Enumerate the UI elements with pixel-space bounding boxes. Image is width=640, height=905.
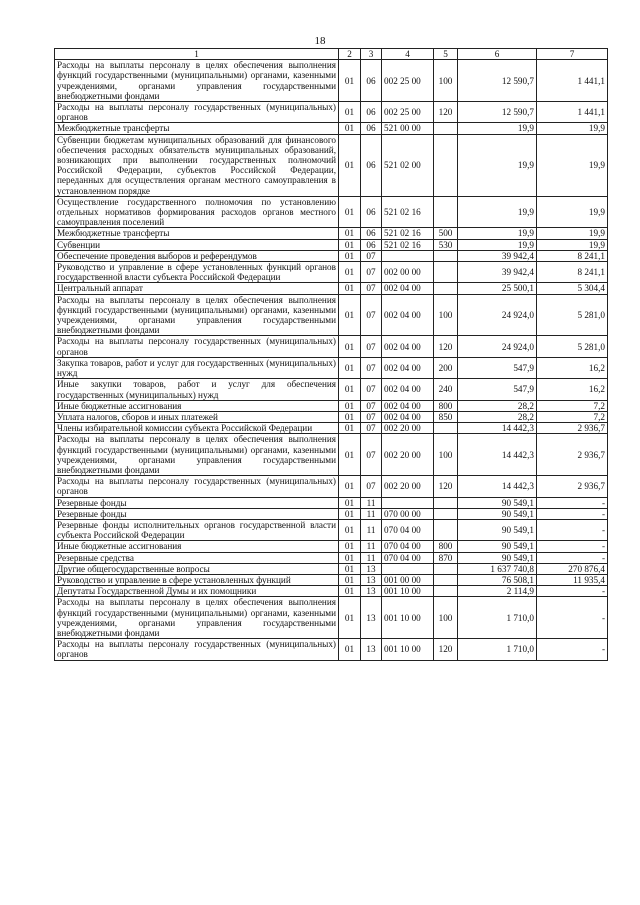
row-section-cell: 01 xyxy=(339,423,361,434)
row-section-cell: 01 xyxy=(339,639,361,660)
row-subsection-cell: 07 xyxy=(361,294,382,336)
row-amount-2-cell: - xyxy=(537,497,608,508)
row-subsection-cell: 13 xyxy=(361,574,382,585)
row-subsection-cell: 06 xyxy=(361,123,382,134)
row-subsection-cell: 07 xyxy=(361,411,382,422)
row-expense-type-cell: 800 xyxy=(434,400,458,411)
row-expense-type-cell xyxy=(434,196,458,228)
row-section-cell: 01 xyxy=(339,497,361,508)
row-amount-2-cell: 19,9 xyxy=(537,123,608,134)
table-row xyxy=(55,196,608,228)
row-subsection-cell: 13 xyxy=(361,639,382,660)
row-name-cell: Расходы на выплаты персоналу в целях обеспечения выполнения функций государственными (муниципальными) органами, казенными учреждениями, органами управления государственными внебюджетными фондами xyxy=(55,294,339,336)
row-amount-2-cell: - xyxy=(537,541,608,552)
row-expense-type-cell: 120 xyxy=(434,476,458,497)
table-row xyxy=(55,239,608,250)
row-section-cell: 01 xyxy=(339,228,361,239)
row-expense-type-cell: 100 xyxy=(434,60,458,102)
table-row xyxy=(55,283,608,294)
row-subsection-cell: 07 xyxy=(361,262,382,283)
row-name-cell: Уплата налогов, сборов и иных платежей xyxy=(55,411,339,422)
row-subsection-cell: 13 xyxy=(361,586,382,597)
row-subsection-cell: 07 xyxy=(361,379,382,400)
row-expense-type-cell: 200 xyxy=(434,357,458,378)
row-section-cell: 01 xyxy=(339,434,361,476)
table-row xyxy=(55,123,608,134)
row-amount-2-cell: 7,2 xyxy=(537,411,608,422)
row-subsection-cell: 06 xyxy=(361,60,382,102)
row-amount-1-cell: 14 442,3 xyxy=(458,434,537,476)
table-row xyxy=(55,434,608,476)
row-amount-2-cell: - xyxy=(537,519,608,540)
row-amount-1-cell: 547,9 xyxy=(458,379,537,400)
row-target-article-cell: 070 04 00 xyxy=(382,519,434,540)
row-amount-2-cell: 19,9 xyxy=(537,239,608,250)
row-subsection-cell: 11 xyxy=(361,508,382,519)
row-target-article-cell: 002 04 00 xyxy=(382,400,434,411)
row-name-cell: Расходы на выплаты персоналу в целях обеспечения выполнения функций государственными (муниципальными) органами, казенными учреждениями, органами управления государственными внебюджетными фондами xyxy=(55,60,339,102)
row-amount-1-cell: 1 710,0 xyxy=(458,597,537,639)
row-amount-2-cell: 2 936,7 xyxy=(537,476,608,497)
row-amount-2-cell: 16,2 xyxy=(537,379,608,400)
row-name-cell: Субвенции xyxy=(55,239,339,250)
row-subsection-cell: 06 xyxy=(361,134,382,196)
table-row xyxy=(55,250,608,261)
row-name-cell: Резервные фонды xyxy=(55,508,339,519)
row-amount-2-cell: 19,9 xyxy=(537,134,608,196)
row-target-article-cell: 521 02 16 xyxy=(382,228,434,239)
table-row xyxy=(55,574,608,585)
table-row xyxy=(55,508,608,519)
row-name-cell: Центральный аппарат xyxy=(55,283,339,294)
row-expense-type-cell: 870 xyxy=(434,552,458,563)
row-expense-type-cell: 240 xyxy=(434,379,458,400)
row-section-cell: 01 xyxy=(339,102,361,123)
row-target-article-cell: 521 02 16 xyxy=(382,239,434,250)
table-row xyxy=(55,411,608,422)
row-target-article-cell: 070 00 00 xyxy=(382,508,434,519)
row-target-article-cell: 002 04 00 xyxy=(382,379,434,400)
table-row xyxy=(55,294,608,336)
row-section-cell: 01 xyxy=(339,283,361,294)
row-amount-2-cell: 2 936,7 xyxy=(537,423,608,434)
row-target-article-cell: 001 00 00 xyxy=(382,574,434,585)
row-section-cell: 01 xyxy=(339,239,361,250)
row-name-cell: Другие общегосударственные вопросы xyxy=(55,563,339,574)
row-name-cell: Закупка товаров, работ и услуг для государственных (муниципальных) нужд xyxy=(55,357,339,378)
row-amount-2-cell: 5 304,4 xyxy=(537,283,608,294)
row-section-cell: 01 xyxy=(339,476,361,497)
table-header xyxy=(55,49,608,60)
row-section-cell: 01 xyxy=(339,294,361,336)
row-expense-type-cell: 100 xyxy=(434,434,458,476)
row-section-cell: 01 xyxy=(339,262,361,283)
table-row xyxy=(55,519,608,540)
row-expense-type-cell: 800 xyxy=(434,541,458,552)
row-name-cell: Резервные средства xyxy=(55,552,339,563)
row-section-cell: 01 xyxy=(339,508,361,519)
row-target-article-cell: 070 04 00 xyxy=(382,552,434,563)
row-amount-1-cell: 90 549,1 xyxy=(458,541,537,552)
row-section-cell: 01 xyxy=(339,357,361,378)
header-col-2: 2 xyxy=(339,49,361,60)
row-target-article-cell: 002 04 00 xyxy=(382,283,434,294)
row-section-cell: 01 xyxy=(339,60,361,102)
row-expense-type-cell xyxy=(434,134,458,196)
row-target-article-cell: 002 04 00 xyxy=(382,294,434,336)
row-name-cell: Резервные фонды xyxy=(55,497,339,508)
row-name-cell: Расходы на выплаты персоналу государственных (муниципальных) органов xyxy=(55,639,339,660)
row-expense-type-cell xyxy=(434,519,458,540)
row-expense-type-cell: 100 xyxy=(434,597,458,639)
row-expense-type-cell: 500 xyxy=(434,228,458,239)
row-amount-1-cell: 1 637 740,8 xyxy=(458,563,537,574)
row-section-cell: 01 xyxy=(339,597,361,639)
table-row xyxy=(55,597,608,639)
row-name-cell: Межбюджетные трансферты xyxy=(55,228,339,239)
row-amount-1-cell: 90 549,1 xyxy=(458,552,537,563)
row-target-article-cell: 002 04 00 xyxy=(382,336,434,357)
row-section-cell: 01 xyxy=(339,134,361,196)
row-amount-1-cell: 24 924,0 xyxy=(458,336,537,357)
header-row xyxy=(55,49,608,60)
header-col-7: 7 xyxy=(537,49,608,60)
row-subsection-cell: 07 xyxy=(361,400,382,411)
table-row xyxy=(55,228,608,239)
row-amount-1-cell: 19,9 xyxy=(458,123,537,134)
row-amount-1-cell: 90 549,1 xyxy=(458,519,537,540)
row-subsection-cell: 06 xyxy=(361,102,382,123)
row-amount-1-cell: 2 114,9 xyxy=(458,586,537,597)
row-amount-2-cell: - xyxy=(537,597,608,639)
row-amount-2-cell: 8 241,1 xyxy=(537,262,608,283)
row-name-cell: Субвенции бюджетам муниципальных образований для финансового обеспечения расходных обязательств муниципальных образований, возникающих при выполнении государственных полномочий Российской Федерации, субъектов Российской Федерации, переданных для осуществления органам местного самоуправления в установленном порядке xyxy=(55,134,339,196)
row-subsection-cell: 11 xyxy=(361,497,382,508)
row-amount-1-cell: 28,2 xyxy=(458,400,537,411)
table-row xyxy=(55,423,608,434)
row-name-cell: Члены избирательной комиссии субъекта Российской Федерации xyxy=(55,423,339,434)
row-subsection-cell: 11 xyxy=(361,519,382,540)
row-section-cell: 01 xyxy=(339,411,361,422)
row-amount-2-cell: 1 441,1 xyxy=(537,60,608,102)
row-expense-type-cell xyxy=(434,563,458,574)
row-amount-1-cell: 39 942,4 xyxy=(458,250,537,261)
row-target-article-cell: 001 10 00 xyxy=(382,639,434,660)
row-expense-type-cell xyxy=(434,262,458,283)
row-expense-type-cell: 120 xyxy=(434,102,458,123)
row-subsection-cell: 07 xyxy=(361,476,382,497)
table-row xyxy=(55,336,608,357)
row-target-article-cell: 002 20 00 xyxy=(382,434,434,476)
row-name-cell: Осуществление государственного полномочия по установлению отдельных нормативов формирования расходов органов местного самоуправления поселений xyxy=(55,196,339,228)
row-name-cell: Руководство и управление в сфере установленных функций xyxy=(55,574,339,585)
table-row xyxy=(55,552,608,563)
table-row xyxy=(55,541,608,552)
table-row xyxy=(55,262,608,283)
header-col-4: 4 xyxy=(382,49,434,60)
row-expense-type-cell: 120 xyxy=(434,336,458,357)
page-number: 18 xyxy=(314,35,326,47)
row-amount-2-cell: 7,2 xyxy=(537,400,608,411)
row-amount-1-cell: 19,9 xyxy=(458,196,537,228)
row-amount-2-cell: 270 876,4 xyxy=(537,563,608,574)
row-subsection-cell: 11 xyxy=(361,541,382,552)
row-subsection-cell: 07 xyxy=(361,423,382,434)
row-target-article-cell: 521 02 00 xyxy=(382,134,434,196)
table-body xyxy=(55,60,608,660)
row-expense-type-cell xyxy=(434,283,458,294)
row-amount-1-cell: 19,9 xyxy=(458,228,537,239)
row-subsection-cell: 13 xyxy=(361,597,382,639)
row-section-cell: 01 xyxy=(339,552,361,563)
row-expense-type-cell xyxy=(434,123,458,134)
row-target-article-cell: 002 20 00 xyxy=(382,423,434,434)
row-name-cell: Руководство и управление в сфере установленных функций органов государственной власти субъекта Российской Федерации xyxy=(55,262,339,283)
row-amount-1-cell: 19,9 xyxy=(458,239,537,250)
row-subsection-cell: 11 xyxy=(361,552,382,563)
table-row xyxy=(55,102,608,123)
row-subsection-cell: 06 xyxy=(361,196,382,228)
row-target-article-cell: 002 25 00 xyxy=(382,102,434,123)
row-section-cell: 01 xyxy=(339,379,361,400)
row-expense-type-cell: 100 xyxy=(434,294,458,336)
row-amount-1-cell: 90 549,1 xyxy=(458,497,537,508)
table-row xyxy=(55,134,608,196)
row-subsection-cell: 07 xyxy=(361,283,382,294)
row-amount-2-cell: 19,9 xyxy=(537,228,608,239)
row-expense-type-cell xyxy=(434,574,458,585)
row-expense-type-cell: 120 xyxy=(434,639,458,660)
table-row xyxy=(55,357,608,378)
row-subsection-cell: 06 xyxy=(361,239,382,250)
row-target-article-cell xyxy=(382,563,434,574)
row-target-article-cell xyxy=(382,250,434,261)
row-name-cell: Депутаты Государственной Думы и их помощники xyxy=(55,586,339,597)
table-row xyxy=(55,60,608,102)
row-amount-1-cell: 24 924,0 xyxy=(458,294,537,336)
table-row xyxy=(55,400,608,411)
table-row xyxy=(55,379,608,400)
row-name-cell: Расходы на выплаты персоналу государственных (муниципальных) органов xyxy=(55,476,339,497)
row-section-cell: 01 xyxy=(339,563,361,574)
row-amount-2-cell: 16,2 xyxy=(537,357,608,378)
row-amount-1-cell: 90 549,1 xyxy=(458,508,537,519)
row-expense-type-cell: 530 xyxy=(434,239,458,250)
row-target-article-cell: 002 04 00 xyxy=(382,411,434,422)
row-name-cell: Расходы на выплаты персоналу государственных (муниципальных) органов xyxy=(55,102,339,123)
row-amount-2-cell: - xyxy=(537,586,608,597)
row-expense-type-cell xyxy=(434,586,458,597)
row-name-cell: Межбюджетные трансферты xyxy=(55,123,339,134)
row-target-article-cell: 070 04 00 xyxy=(382,541,434,552)
row-amount-2-cell: 5 281,0 xyxy=(537,294,608,336)
row-amount-1-cell: 76 508,1 xyxy=(458,574,537,585)
row-amount-1-cell: 39 942,4 xyxy=(458,262,537,283)
row-subsection-cell: 06 xyxy=(361,228,382,239)
row-section-cell: 01 xyxy=(339,541,361,552)
row-section-cell: 01 xyxy=(339,574,361,585)
row-amount-2-cell: - xyxy=(537,552,608,563)
row-target-article-cell: 002 04 00 xyxy=(382,357,434,378)
header-col-1: 1 xyxy=(55,49,339,60)
row-target-article-cell: 001 10 00 xyxy=(382,597,434,639)
table-row xyxy=(55,497,608,508)
row-name-cell: Иные бюджетные ассигнования xyxy=(55,400,339,411)
row-expense-type-cell xyxy=(434,508,458,519)
row-amount-2-cell: 11 935,4 xyxy=(537,574,608,585)
row-expense-type-cell xyxy=(434,423,458,434)
row-section-cell: 01 xyxy=(339,336,361,357)
row-section-cell: 01 xyxy=(339,400,361,411)
row-amount-1-cell: 12 590,7 xyxy=(458,60,537,102)
row-amount-1-cell: 14 442,3 xyxy=(458,423,537,434)
table-row xyxy=(55,586,608,597)
row-target-article-cell: 001 10 00 xyxy=(382,586,434,597)
row-subsection-cell: 07 xyxy=(361,250,382,261)
row-amount-2-cell: - xyxy=(537,508,608,519)
row-target-article-cell xyxy=(382,497,434,508)
row-amount-2-cell: 1 441,1 xyxy=(537,102,608,123)
row-name-cell: Расходы на выплаты персоналу в целях обеспечения выполнения функций государственными (муниципальными) органами, казенными учреждениями, органами управления государственными внебюджетными фондами xyxy=(55,434,339,476)
row-expense-type-cell xyxy=(434,250,458,261)
row-section-cell: 01 xyxy=(339,586,361,597)
table-row xyxy=(55,476,608,497)
row-expense-type-cell xyxy=(434,497,458,508)
row-amount-2-cell: - xyxy=(537,639,608,660)
header-col-6: 6 xyxy=(458,49,537,60)
row-section-cell: 01 xyxy=(339,250,361,261)
row-section-cell: 01 xyxy=(339,196,361,228)
row-amount-1-cell: 19,9 xyxy=(458,134,537,196)
row-amount-2-cell: 19,9 xyxy=(537,196,608,228)
row-name-cell: Иные бюджетные ассигнования xyxy=(55,541,339,552)
row-name-cell: Расходы на выплаты персоналу государственных (муниципальных) органов xyxy=(55,336,339,357)
row-target-article-cell: 002 00 00 xyxy=(382,262,434,283)
budget-table xyxy=(54,48,608,661)
row-amount-2-cell: 5 281,0 xyxy=(537,336,608,357)
row-amount-2-cell: 2 936,7 xyxy=(537,434,608,476)
row-amount-1-cell: 14 442,3 xyxy=(458,476,537,497)
table-row xyxy=(55,563,608,574)
row-name-cell: Резервные фонды исполнительных органов государственной власти субъекта Российской Федерации xyxy=(55,519,339,540)
row-section-cell: 01 xyxy=(339,519,361,540)
row-name-cell: Обеспечение проведения выборов и референдумов xyxy=(55,250,339,261)
row-amount-2-cell: 8 241,1 xyxy=(537,250,608,261)
row-section-cell: 01 xyxy=(339,123,361,134)
row-subsection-cell: 07 xyxy=(361,336,382,357)
row-target-article-cell: 002 25 00 xyxy=(382,60,434,102)
row-amount-1-cell: 1 710,0 xyxy=(458,639,537,660)
row-target-article-cell: 002 20 00 xyxy=(382,476,434,497)
row-subsection-cell: 13 xyxy=(361,563,382,574)
row-target-article-cell: 521 00 00 xyxy=(382,123,434,134)
row-subsection-cell: 07 xyxy=(361,357,382,378)
header-col-5: 5 xyxy=(434,49,458,60)
row-target-article-cell: 521 02 16 xyxy=(382,196,434,228)
table-row xyxy=(55,639,608,660)
row-amount-1-cell: 25 500,1 xyxy=(458,283,537,294)
row-amount-1-cell: 547,9 xyxy=(458,357,537,378)
row-subsection-cell: 07 xyxy=(361,434,382,476)
row-expense-type-cell: 850 xyxy=(434,411,458,422)
row-amount-1-cell: 28,2 xyxy=(458,411,537,422)
header-col-3: 3 xyxy=(361,49,382,60)
row-amount-1-cell: 12 590,7 xyxy=(458,102,537,123)
row-name-cell: Иные закупки товаров, работ и услуг для обеспечения государственных (муниципальных) нужд xyxy=(55,379,339,400)
row-name-cell: Расходы на выплаты персоналу в целях обеспечения выполнения функций государственными (муниципальными) органами, казенными учреждениями, органами управления государственными внебюджетными фондами xyxy=(55,597,339,639)
